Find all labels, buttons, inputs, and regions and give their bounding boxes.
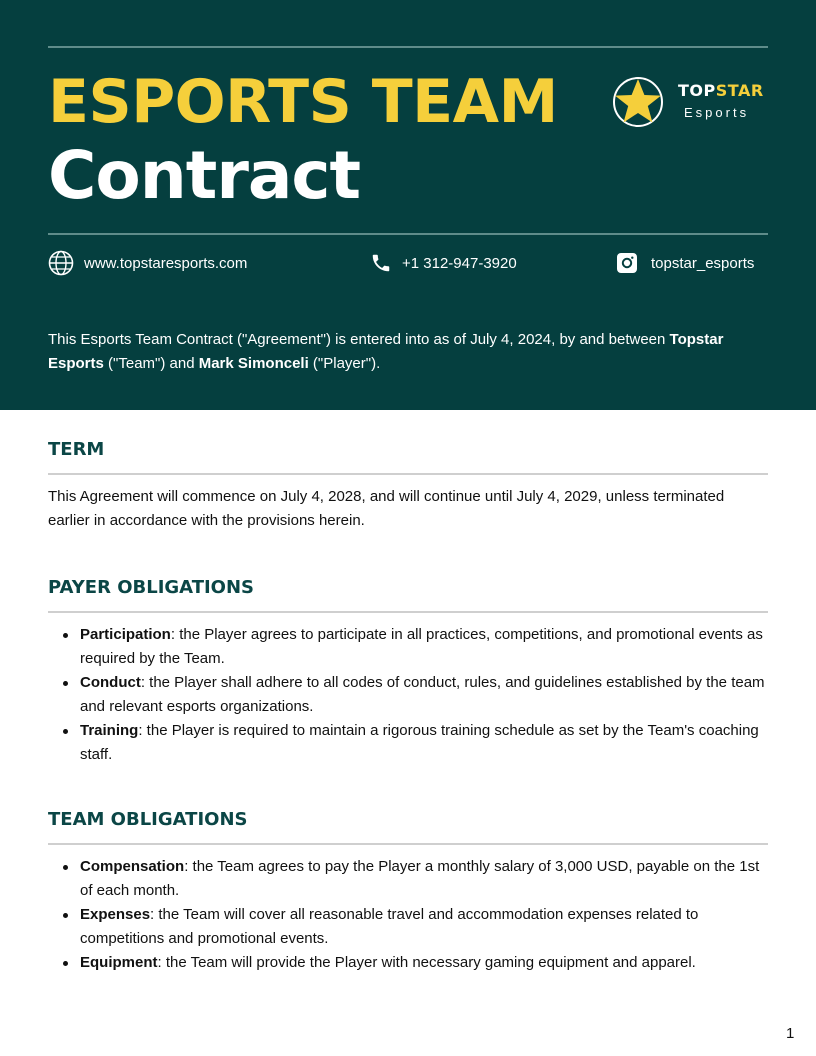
- section-title-team-obligations: TEAM OBLIGATIONS: [48, 809, 248, 830]
- intro-text-1: This Esports Team Contract ("Agreement") is entered into as of July 4, 2024, by and between: [48, 331, 670, 348]
- item-text: : the Team will cover all reasonable travel and accommodation expenses related to competitions and promotional events.: [80, 906, 699, 947]
- list-item: [48, 719, 768, 767]
- list-item: [48, 951, 768, 975]
- item-term: Participation: [80, 626, 171, 643]
- item-term: Training: [80, 722, 139, 739]
- team-name: Topstar Esports: [48, 331, 724, 372]
- contact-phone[interactable]: [368, 250, 517, 276]
- logo-name-part2: STAR: [715, 81, 764, 100]
- player-name: Mark Simonceli: [198, 355, 309, 372]
- item-text: : the Player shall adhere to all codes of conduct, rules, and guidelines established by the team and relevant esports organizations.: [80, 674, 765, 715]
- team-obligations-list: [48, 855, 768, 975]
- header-banner: [0, 0, 816, 410]
- contact-phone-text: +1 312-947-3920: [402, 254, 517, 272]
- list-item: [48, 903, 768, 951]
- item-term: Compensation: [80, 858, 185, 875]
- term-paragraph: This Agreement will commence on July 4, 2028, and will continue until July 4, 2029, unless terminated earlier in accordance with the provisions herein.: [48, 488, 725, 529]
- contact-website-text: www.topstaresports.com: [84, 254, 248, 272]
- item-text: : the Player agrees to participate in all practices, competitions, and promotional events as required by the Team.: [80, 626, 763, 667]
- section-divider: [48, 611, 768, 613]
- contact-website[interactable]: [48, 250, 247, 276]
- logo-name: [678, 81, 764, 100]
- item-term: Equipment: [80, 954, 158, 971]
- contact-instagram[interactable]: [614, 250, 754, 276]
- intro-text-2: ("Team") and: [103, 355, 199, 372]
- section-divider: [48, 473, 768, 475]
- globe-icon: [48, 250, 74, 276]
- list-item: [48, 623, 768, 671]
- phone-icon: [368, 250, 394, 276]
- header-middle-divider: [48, 233, 768, 235]
- list-item: [48, 671, 768, 719]
- logo-subtitle: Esports: [684, 105, 750, 120]
- title-line-1: ESPORTS TEAM: [48, 67, 558, 137]
- header-top-divider: [48, 46, 768, 48]
- item-text: : the Team will provide the Player with necessary gaming equipment and apparel.: [157, 954, 696, 971]
- title-line-2: Contract: [48, 137, 361, 214]
- logo-name-part1: TOP: [678, 81, 716, 100]
- item-term: Expenses: [80, 906, 151, 923]
- agreement-intro: [48, 328, 768, 376]
- list-item: [48, 855, 768, 903]
- topstar-logo: [612, 76, 772, 128]
- player-obligations-list: [48, 623, 768, 767]
- intro-text-3: ("Player").: [308, 355, 381, 372]
- section-title-player-obligations: PAYER OBLIGATIONS: [48, 577, 255, 598]
- page-number: 1: [786, 1025, 795, 1042]
- instagram-icon: [614, 250, 640, 276]
- contact-instagram-text: topstar_esports: [651, 254, 755, 272]
- section-divider: [48, 843, 768, 845]
- item-text: : the Team agrees to pay the Player a monthly salary of 3,000 USD, payable on the 1st of each month.: [80, 858, 760, 899]
- section-title-term: TERM: [48, 439, 105, 460]
- star-circle-icon: [612, 76, 664, 128]
- item-text: : the Player is required to maintain a rigorous training schedule as set by the Team's coaching staff.: [80, 722, 759, 763]
- item-term: Conduct: [80, 674, 141, 691]
